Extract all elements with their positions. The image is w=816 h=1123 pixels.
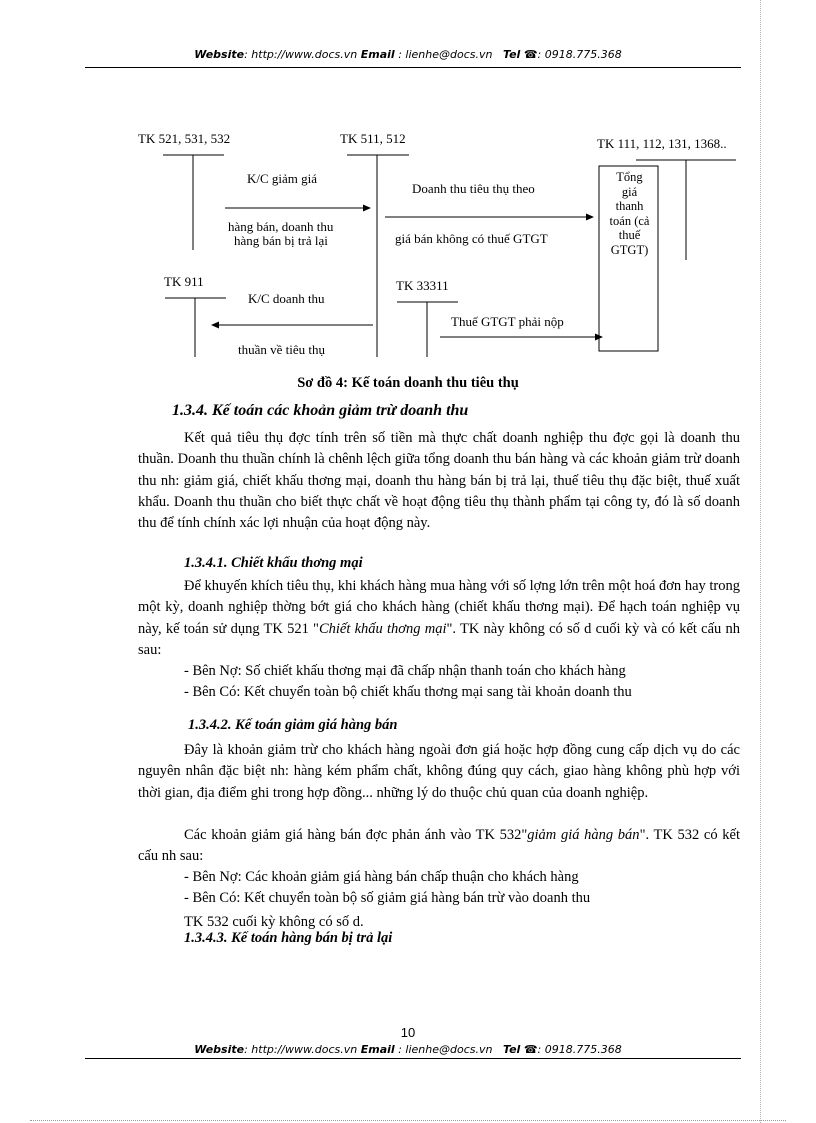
footer-rule	[85, 1058, 741, 1059]
label-doanh-thu-2: giá bán không có thuế GTGT	[395, 231, 548, 246]
account-tk911: TK 911	[164, 274, 204, 289]
margin-guide-bottom	[30, 1120, 786, 1122]
page-footer	[0, 1043, 816, 1056]
tk532-note: TK 532 cuối kỳ không có số d.	[184, 914, 364, 930]
website-url[interactable]: : http://www.docs.vn	[244, 1043, 358, 1056]
email-address[interactable]: : lienhe@docs.vn	[394, 1043, 493, 1056]
phone-icon: ☎	[523, 48, 538, 61]
website-label: Website	[194, 1043, 245, 1056]
heading-1-3-4-3: 1.3.4.3. Kế toán hàng bán bị trả lại	[184, 930, 393, 946]
label-thuan-ve: thuần về tiêu thụ	[238, 342, 326, 357]
phone-icon: ☎	[523, 1043, 538, 1056]
page-number: 10	[400, 1025, 416, 1040]
bullet-ben-co-1: - Bên Có: Kết chuyển toàn bộ chiết khấu thơng mại sang tài khoản doanh thu	[184, 684, 632, 700]
margin-guide-right	[760, 0, 761, 1123]
account-tk511: TK 511, 512	[340, 131, 406, 146]
bullet-ben-co-2: - Bên Có: Kết chuyển toàn bộ số giảm giá hàng bán trừ vào doanh thu	[184, 890, 591, 906]
label-hang-ban-1: hàng bán, doanh thu	[228, 219, 334, 234]
diagram-caption: Sơ đồ 4: Kế toán doanh thu tiêu thụ	[297, 375, 519, 391]
diagram-lines	[0, 0, 816, 380]
tel-label: Tel	[502, 1043, 521, 1056]
tel-number: : 0918.775.368	[537, 1043, 622, 1056]
account-tk111: TK 111, 112, 131, 1368..	[597, 136, 727, 151]
website-url[interactable]: : http://www.docs.vn	[244, 48, 358, 61]
heading-1-3-4-2: 1.3.4.2. Kế toán giảm giá hàng bán	[188, 717, 398, 733]
box-text: Tổng giá thanh toán (cả thuế GTGT)	[609, 170, 650, 257]
bullet-ben-no-1: - Bên Nợ: Số chiết khấu thơng mại đã chấp nhận thanh toán cho khách hàng	[184, 663, 626, 679]
heading-1-3-4: 1.3.4. Kế toán các khoản giảm trừ doanh thu	[172, 402, 469, 419]
paragraph-3: Đây là khoản giảm trừ cho khách hàng ngoài đơn giá hoặc hợp đồng cung cấp dịch vụ do các nguyên nhân đặc biệt nh: hàng kém phẩm chất, không đúng quy cách, giao hàng không phù hợp với thời gian, địa điểm ghi trong hợp đồng... những lý do thuộc chủ quan của doanh nghiệp.	[138, 742, 740, 801]
label-thue-gtgt: Thuế GTGT phải nộp	[451, 314, 564, 329]
paragraph-2: Để khuyến khích tiêu thụ, khi khách hàng mua hàng với số lợng lớn trên một hoá đơn hay trong một kỳ, doanh nghiệp thờng bớt giá cho khách hàng (chiết khấu thơng mại). Để hạch toán nghiệp vụ này, kế toán sử dụng TK 521 "Chiết khấu thơng mại". TK này không có số d cuối kỳ và có kết cấu nh sau:	[138, 578, 741, 658]
label-kc-giam-gia: K/C giảm giá	[247, 171, 318, 186]
email-address[interactable]: : lienhe@docs.vn	[394, 48, 493, 61]
paragraph-1: Kết quả tiêu thụ đợc tính trên số tiền mà thực chất doanh nghiệp thu đợc gọi là doanh thu thuần. Doanh thu thuần chính là chênh lệch giữa tổng doanh thu bán hàng và các khoản giảm trừ doanh thu nh: giảm giá, chiết khấu thơng mại, doanh thu hàng bán bị trả lại, thuế tiêu thụ đặc biệt, thuế xuất khẩu. Doanh thu thuần cho biết thực chất về hoạt động tiêu thụ thành phẩm tại công ty, đó là số doanh thu để tính chính xác lợi nhuận của hoạt động này.	[138, 430, 740, 532]
account-tk33311: TK 33311	[396, 278, 449, 293]
website-label: Website	[194, 48, 245, 61]
label-hang-ban-2: hàng bán bị trả lại	[234, 233, 328, 248]
paragraph-4: Các khoản giảm giá hàng bán đợc phản ánh vào TK 532"giảm giá hàng bán". TK 532 có kết cấu nh sau:	[138, 827, 740, 865]
email-label: Email	[360, 48, 395, 61]
tel-number: : 0918.775.368	[537, 48, 622, 61]
tel-label: Tel	[502, 48, 521, 61]
heading-1-3-4-1: 1.3.4.1. Chiết khấu thơng mại	[184, 555, 363, 571]
label-kc-doanh-thu: K/C doanh thu	[248, 291, 325, 306]
account-tk521: TK 521, 531, 532	[138, 131, 231, 146]
label-doanh-thu-1: Doanh thu tiêu thụ theo	[412, 181, 535, 196]
email-label: Email	[360, 1043, 395, 1056]
bullet-ben-no-2: - Bên Nợ: Các khoản giảm giá hàng bán chấp thuận cho khách hàng	[184, 869, 579, 885]
